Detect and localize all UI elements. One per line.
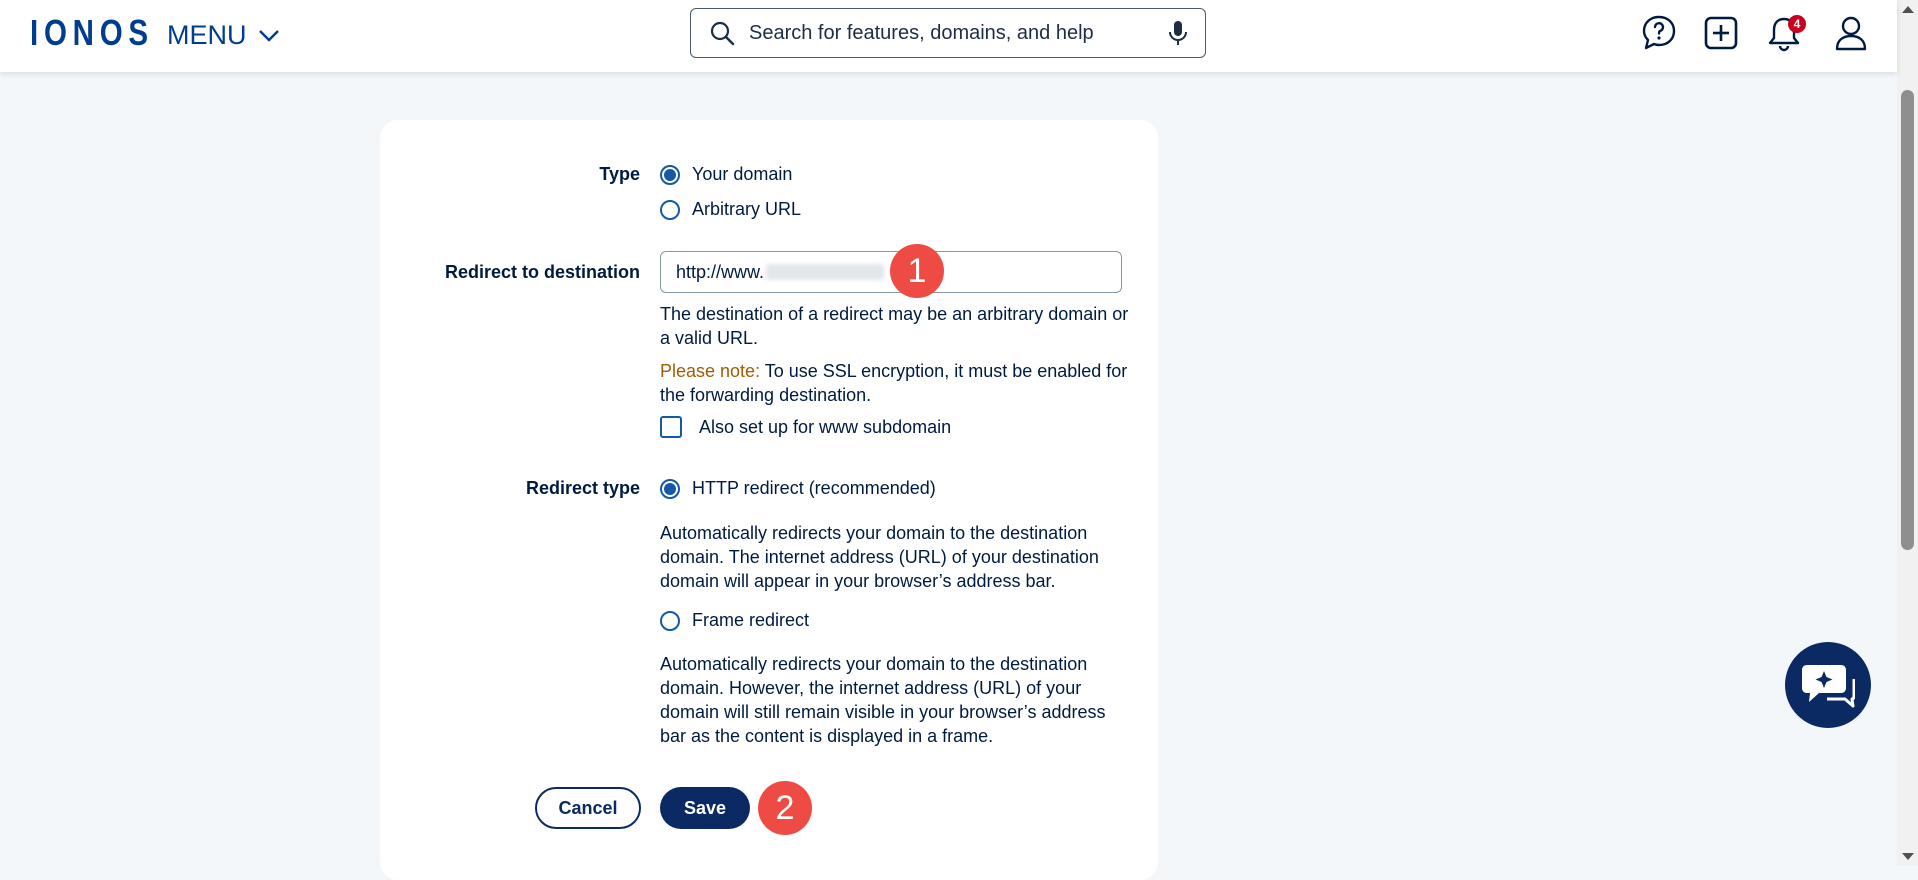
http-redirect-option[interactable] <box>660 478 936 499</box>
frame-redirect-help: Automatically redirects your domain to the destination domain. However, the internet address (URL) of your domain will still remain visible in your browser’s address bar as the content is displayed in a frame. <box>660 654 1106 746</box>
help-chat-icon <box>1641 14 1677 52</box>
destination-label: Redirect to destination <box>444 262 640 282</box>
save-button[interactable]: Save <box>660 787 750 829</box>
chevron-down-icon <box>257 23 281 47</box>
type-option-your-domain[interactable] <box>660 164 792 185</box>
www-subdomain-label: Also set up for www subdomain <box>699 416 952 437</box>
radio-button[interactable] <box>660 611 680 631</box>
cancel-button[interactable]: Cancel <box>535 787 641 829</box>
radio-button[interactable] <box>660 165 680 185</box>
redirect-settings-card <box>380 120 1158 880</box>
www-subdomain-option[interactable] <box>660 416 951 438</box>
scrollbar-thumb[interactable] <box>1901 90 1914 550</box>
ionos-logo[interactable]: IONOS <box>30 12 154 53</box>
ssl-note <box>660 359 1130 407</box>
note-text: To use SSL encryption, it must be enabled for the forwarding destination. <box>660 361 1128 405</box>
top-header <box>0 0 1897 72</box>
account-button[interactable] <box>1833 14 1869 52</box>
destination-help-text: The destination of a redirect may be an arbitrary domain or a valid URL. <box>660 304 1129 348</box>
radio-label: HTTP redirect (recommended) <box>692 478 936 498</box>
http-redirect-help: Automatically redirects your domain to the destination domain. The internet address (URL) of your destination domain will appear in your browser’s address bar. <box>660 523 1099 591</box>
radio-button[interactable] <box>660 200 680 220</box>
radio-label: Your domain <box>692 164 793 184</box>
microphone-icon[interactable] <box>1167 20 1189 46</box>
help-button[interactable] <box>1641 14 1677 52</box>
scroll-down-arrow[interactable] <box>1902 853 1914 860</box>
notification-count-badge: 4 <box>1788 15 1806 33</box>
radio-button[interactable] <box>660 479 680 499</box>
type-option-arbitrary-url[interactable] <box>660 199 801 220</box>
step-marker-2: 2 <box>758 781 812 835</box>
destination-value: http://www. <box>676 261 765 282</box>
chat-assistant-button[interactable] <box>1785 642 1871 728</box>
scroll-up-arrow[interactable] <box>1902 6 1914 13</box>
add-button[interactable] <box>1703 14 1739 52</box>
menu-button[interactable] <box>167 18 281 52</box>
plus-square-icon <box>1703 14 1739 52</box>
step-marker-1: 1 <box>890 244 944 298</box>
menu-label: MENU <box>167 19 247 50</box>
search-icon <box>709 20 735 46</box>
www-subdomain-checkbox[interactable] <box>660 416 682 438</box>
notifications-button[interactable] <box>1766 14 1802 52</box>
radio-label: Arbitrary URL <box>692 199 802 219</box>
redacted-domain <box>766 264 884 280</box>
type-label: Type <box>599 164 640 184</box>
frame-redirect-option[interactable] <box>660 610 809 631</box>
search-bar <box>690 8 1206 58</box>
chat-sparkle-icon <box>1801 661 1855 709</box>
page-scrollbar[interactable] <box>1897 0 1918 866</box>
user-icon <box>1833 14 1869 52</box>
search-input[interactable] <box>747 21 1167 46</box>
radio-label: Frame redirect <box>692 610 810 630</box>
note-label: Please note: <box>660 361 761 381</box>
redirect-type-label: Redirect type <box>525 478 640 498</box>
